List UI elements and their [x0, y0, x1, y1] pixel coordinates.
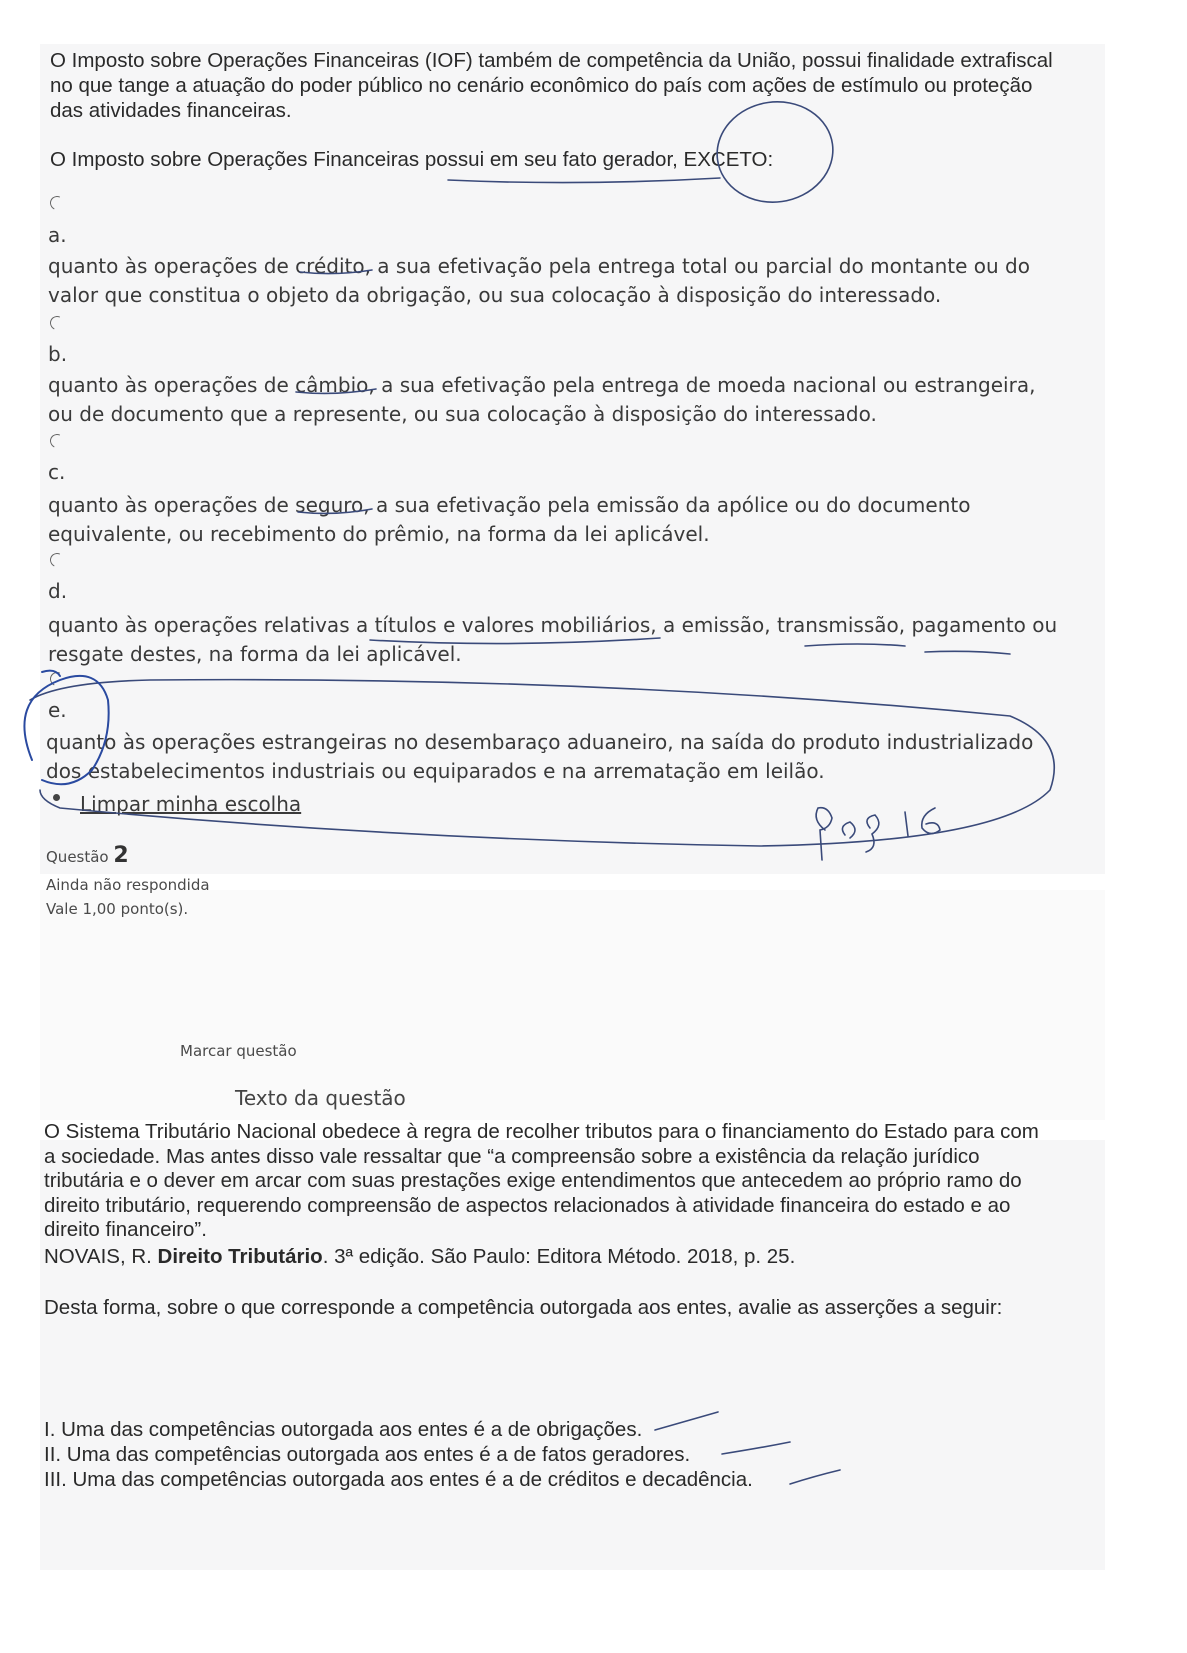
- option-a-text[interactable]: quanto às operações de crédito, a sua efetivação pela entrega total ou parcial do montante ou do valor que constitua o objeto da obrigação, ou sua colocação à disposição do interessado.: [48, 254, 1030, 307]
- option-d-letter: d.: [48, 579, 68, 603]
- option-e-letter: e.: [48, 698, 67, 722]
- question-label: Questão: [46, 848, 109, 866]
- question-2-prompt: Desta forma, sobre o que corresponde a competência outorgada aos entes, avalie as asserções a seguir:: [44, 1296, 1003, 1319]
- question-2-info-panel: [40, 890, 1105, 1120]
- option-b-letter: b.: [48, 342, 68, 366]
- citation-title: Direito Tributário: [157, 1245, 323, 1268]
- question-1-prompt: O Imposto sobre Operações Financeiras possui em seu fato gerador, EXCETO:: [50, 148, 774, 171]
- question-text-heading: Texto da questão: [235, 1086, 406, 1110]
- option-d-text[interactable]: quanto às operações relativas a títulos e valores mobiliários, a emissão, transmissão, pagamento ou resgate destes, na forma da lei aplicável.: [48, 613, 1058, 666]
- question-value: Vale 1,00 ponto(s).: [46, 900, 189, 918]
- option-b-text[interactable]: quanto às operações de câmbio, a sua efetivação pela entrega de moeda nacional ou estrangeira, ou de documento que a represente, ou sua colocação à disposição do interessado.: [48, 373, 1036, 426]
- clear-choice-radio[interactable]: [53, 794, 60, 801]
- clear-choice-link[interactable]: Limpar minha escolha: [80, 792, 302, 816]
- question-status: Ainda não respondida: [46, 876, 210, 894]
- option-a-letter: a.: [48, 223, 67, 247]
- option-c-text[interactable]: quanto às operações de seguro, a sua efetivação pela emissão da apólice ou do documento equivalente, ou recebimento do prêmio, na forma da lei aplicável.: [48, 493, 971, 546]
- assertion-3: III. Uma das competências outorgada aos entes é a de créditos e decadência.: [44, 1468, 753, 1491]
- assertion-1: I. Uma das competências outorgada aos entes é a de obrigações.: [44, 1418, 643, 1441]
- citation: [44, 1244, 1054, 1269]
- option-e-text[interactable]: quanto às operações estrangeiras no desembaraço aduaneiro, na saída do produto industrializado dos estabelecimentos industriais ou equiparados e na arrematação em leilão.: [46, 730, 1034, 783]
- citation-author: NOVAIS, R.: [44, 1245, 152, 1268]
- question-number: 2: [113, 843, 129, 868]
- question-1-intro: O Imposto sobre Operações Financeiras (IOF) também de competência da União, possui finalidade extrafiscal no que tange a atuação do poder público no cenário econômico do país com ações de estímulo ou proteção das atividades financeiras.: [50, 49, 1053, 122]
- flag-question-link[interactable]: Marcar questão: [180, 1042, 297, 1060]
- question-2-quote: O Sistema Tributário Nacional obedece à regra de recolher tributos para o financiamento do Estado para com a sociedade. Mas antes disso vale ressaltar que “a compreensão sobre a existência da relação jurídico tributária e o dever em arcar com suas prestações exige entendimentos que antecedem ao próprio ramo do direito tributário, requerendo compreensão de aspectos relacionados à atividade financeira do estado e ao direito financeiro”.: [44, 1120, 1039, 1241]
- assertion-2: II. Uma das competências outorgada aos entes é a de fatos geradores.: [44, 1443, 691, 1466]
- option-c-letter: c.: [48, 460, 66, 484]
- citation-rest: . 3ª edição. São Paulo: Editora Método. 2018, p. 25.: [322, 1245, 796, 1268]
- question-2-header: [46, 844, 129, 869]
